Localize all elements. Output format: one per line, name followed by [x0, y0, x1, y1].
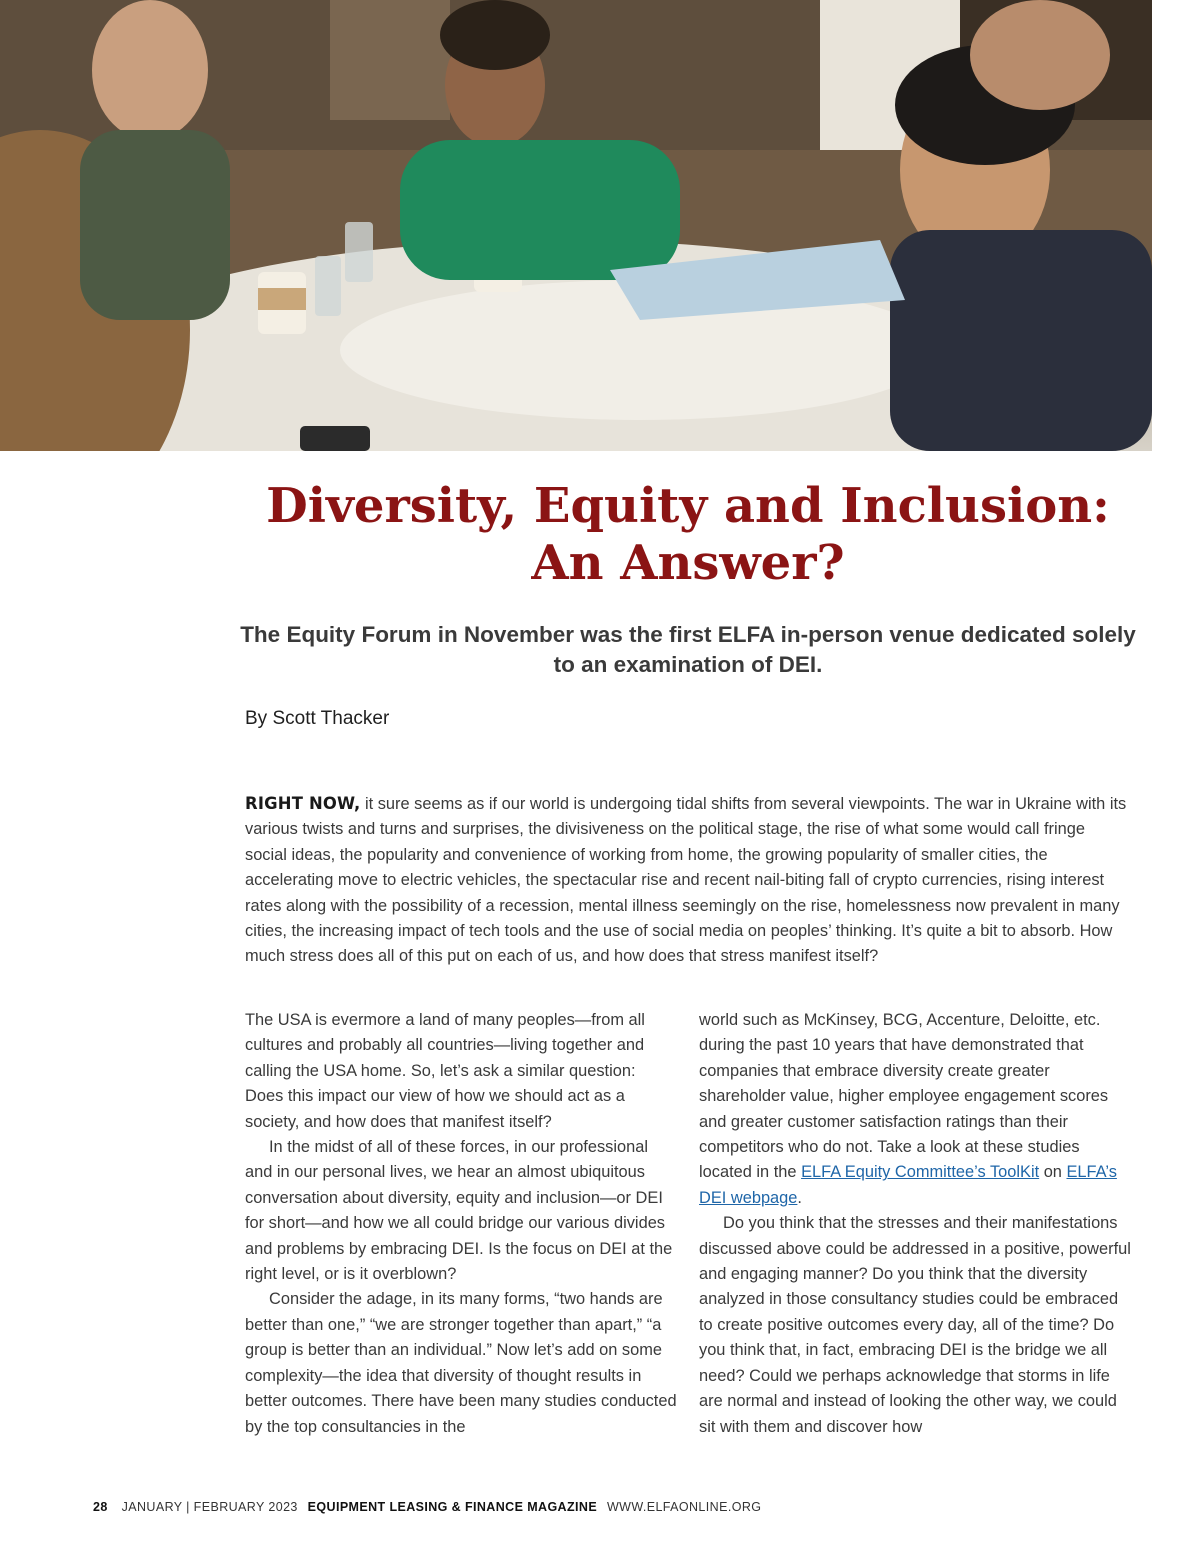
paragraph-text: .: [797, 1188, 802, 1207]
column-left: [245, 1008, 677, 1440]
magazine-name: EQUIPMENT LEASING & FINANCE MAGAZINE: [307, 1500, 598, 1514]
intro-lead: RIGHT NOW,: [245, 794, 361, 813]
title-line-1: Diversity, Equity and Inclusion:: [266, 478, 1110, 534]
paragraph-text: on: [1039, 1163, 1067, 1182]
paragraph: [699, 1008, 1131, 1211]
article-title: [240, 478, 1136, 592]
paragraph-text: world such as McKinsey, BCG, Accenture, Deloitte, etc. during the past 10 years that have demonstrated that companies that embrace diversity create greater shareholder value, higher employee engagement scores and greater customer satisfaction ratings than their competitors who do not. Take a look at these studies located in the: [699, 1011, 1109, 1182]
toolkit-link[interactable]: ELFA Equity Committee’s ToolKit: [801, 1163, 1040, 1182]
website-url: WWW.ELFAONLINE.ORG: [606, 1500, 762, 1514]
page-margin: [1152, 0, 1200, 451]
paragraph: Do you think that the stresses and their manifestations discussed above could be addressed in a positive, powerful and engaging manner? Do you think that the diversity analyzed in those consultancy studies could be embraced to create positive outcomes every day, all of the time? Do you think that, in fact, embracing DEI is the bridge we all need? Could we perhaps acknowledge that storms in life are normal and instead of looking the other way, we could sit with them and discover how: [699, 1214, 1131, 1436]
intro-paragraph: [245, 791, 1130, 970]
paragraph: The USA is evermore a land of many peoples—from all cultures and probably all countries—living together and calling the USA home. So, let’s ask a similar question: Does this impact our view of how we should act as a society, and how does that manifest itself?: [245, 1011, 645, 1131]
issue-date: JANUARY | FEBRUARY 2023: [121, 1500, 298, 1514]
hero-photo: [0, 0, 1152, 451]
page-footer: [93, 1500, 761, 1514]
column-right: [699, 1008, 1131, 1440]
paragraph: Consider the adage, in its many forms, “two hands are better than one,” “we are stronger together than apart,” “a group is better than an individual.” Now let’s add on some complexity—the idea that diversity of thought results in better outcomes. There have been many studies conducted by the top consultancies in the: [245, 1290, 677, 1436]
page-number: 28: [93, 1500, 108, 1514]
intro-text: it sure seems as if our world is undergoing tidal shifts from several viewpoints. The war in Ukraine with its various twists and turns and surprises, the divisiveness on the political stage, the rise of what some would call fringe social ideas, the popularity and convenience of working from home, the growing popularity of smaller cities, the accelerating move to electric vehicles, the spectacular rise and recent nail-biting fall of crypto currencies, rising interest rates along with the possibility of a recession, mental illness seemingly on the rise, homelessness now prevalent in many cities, the increasing impact of tech tools and the use of social media on peoples’ thinking. It’s quite a bit to absorb. How much stress does all of this put on each of us, and how does that stress manifest itself?: [245, 795, 1127, 966]
article-subtitle: The Equity Forum in November was the first ELFA in-person venue dedicated solely to an examination of DEI.: [240, 622, 1136, 677]
dei-webpage-link[interactable]: ELFA’s DEI webpage: [699, 1163, 1117, 1207]
byline: By Scott Thacker: [245, 708, 390, 729]
paragraph: In the midst of all of these forces, in our professional and in our personal lives, we hear an almost ubiquitous conversation about diversity, equity and inclusion—or DEI for short—and how we all could bridge our various divides and problems by embracing DEI. Is the focus on DEI at the right level, or is it overblown?: [245, 1138, 673, 1284]
title-line-2: An Answer?: [531, 535, 845, 591]
